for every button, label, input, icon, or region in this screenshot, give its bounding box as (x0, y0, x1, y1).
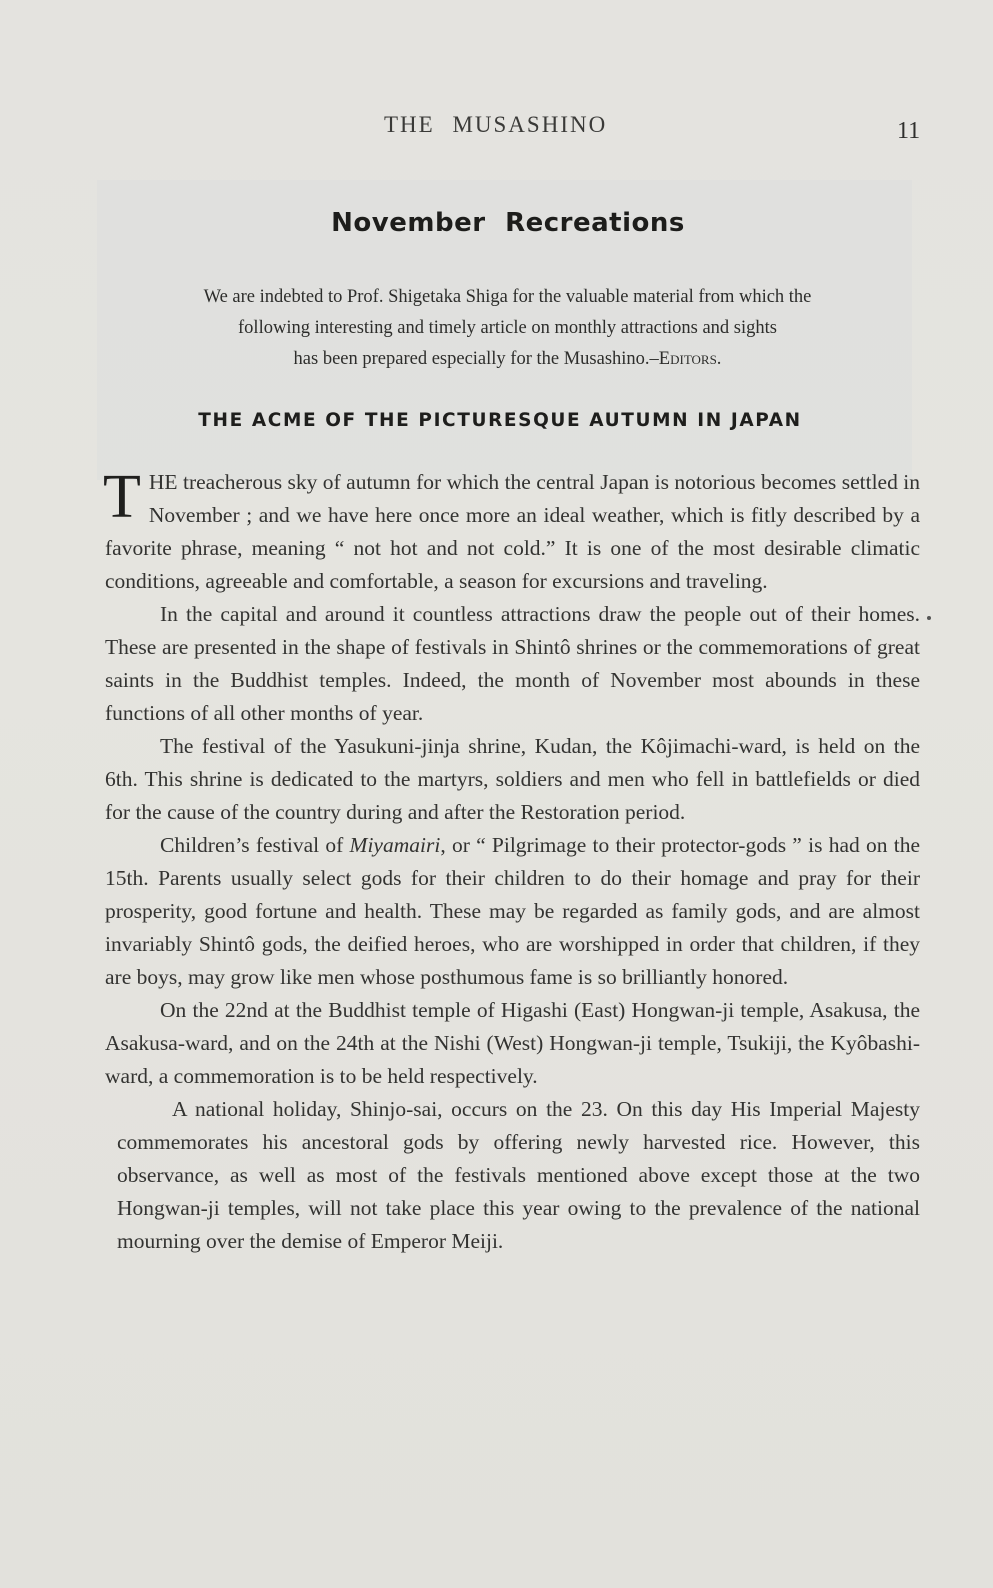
editors-note-line-3 (100, 344, 915, 375)
paragraph-2: In the capital and around it countless attractions draw the people out of their homes. These are presented in the shape of festivals in Shintô shrines or the commemorations of great saints in the Buddhist temples. Indeed, the month of November most abounds in these functions of all other months of year. (105, 602, 920, 725)
paragraph-4-text-a: Children’s festival of (160, 833, 350, 857)
article-title: November Recreations (331, 208, 685, 238)
drop-cap: T (103, 463, 141, 531)
running-head-title: THE MUSASHINO (384, 112, 608, 137)
section-headline: THE ACME OF THE PICTURESQUE AUTUMN IN JAPAN (198, 410, 802, 431)
paragraph-6: A national holiday, Shinjo-sai, occurs on the 23. On this day His Imperial Majesty commemorates his ancestoral gods by offering newly harvested rice. However, this observance, as well as most of the festivals mentioned above except those at the two Hongwan-ji temples, will not take place this year owing to the prevalence of the national mourning over the demise of Emperor Meiji. (117, 1097, 920, 1253)
paragraph-5: On the 22nd at the Buddhist temple of Higashi (East) Hongwan-ji temple, Asakusa, the Asakusa-ward, and on the 24th at the Nishi (West) Hongwan-ji temple, Tsukiji, the Kyôbashi-ward, a commemoration is to be held respectively. (105, 998, 920, 1088)
editors-note-line-1: We are indebted to Prof. Shigetaka Shiga for the valuable material from which the (203, 287, 812, 307)
ink-speck (927, 616, 931, 620)
editors-note-line-3-text: has been prepared especially for the Musashino.– (293, 349, 659, 369)
paragraph-3: The festival of the Yasukuni-jinja shrine, Kudan, the Kôjimachi-ward, is held on the 6th. This shrine is dedicated to the martyrs, soldiers and men who fell in battlefields or died for the cause of the country during and after the Restoration period. (105, 734, 920, 824)
paragraph-1 (103, 463, 920, 598)
editors-note-line-2: following interesting and timely article on monthly attractions and sights (238, 318, 777, 338)
paragraph-4-text-b: , or “ Pilgrimage to their protector-gods ” is had on the 15th. Parents usually select gods for their children to do their homage and pray for their prosperity, good fortune and health. These may be regarded as family gods, and are almost invariably Shintô gods, the deified heroes, who are worshipped in order that children, if they are boys, may grow like men whose posthumous fame is so brilliantly honored. (105, 833, 920, 989)
page-number: 11 (897, 118, 921, 144)
paragraph-4 (105, 829, 920, 994)
paragraph-4-italic-term: Miyamairi (349, 833, 441, 857)
article-body (103, 463, 920, 1258)
editors-signature: Editors. (658, 349, 722, 369)
editors-note (100, 282, 915, 375)
paragraph-1-text: HE treacherous sky of autumn for which the central Japan is notorious becomes settled in November ; and we have here once more an ideal weather, which is fitly described by a favorite phrase, meaning “ not hot and not cold.” It is one of the most desirable climatic conditions, agreeable and comfortable, a season for excursions and traveling. (105, 470, 920, 593)
